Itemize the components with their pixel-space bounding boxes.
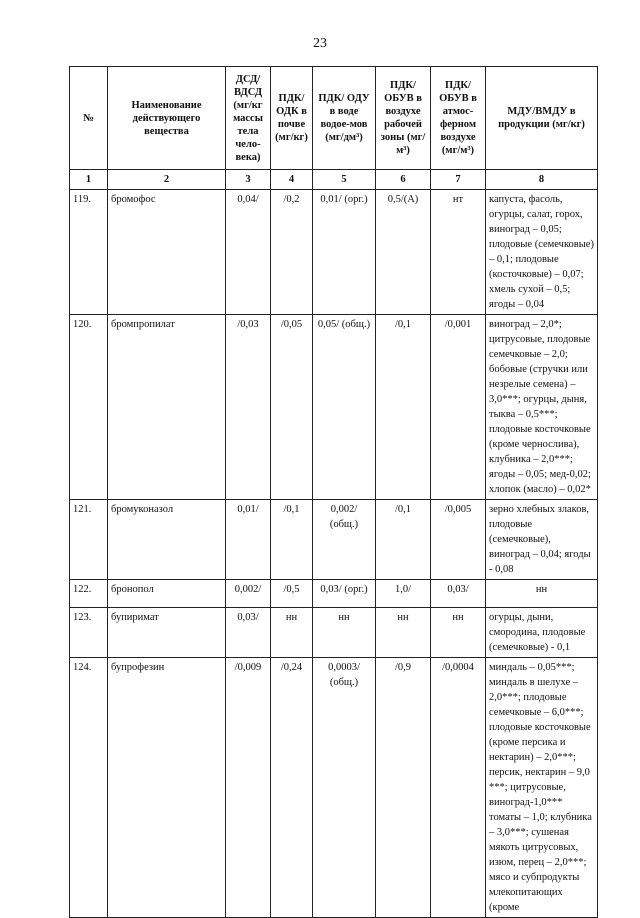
header-substance-name: Наименование действующего вещества (108, 67, 226, 170)
substance-name: бромофос (108, 190, 226, 315)
row-number: 124. (70, 658, 108, 918)
column-number: 7 (431, 170, 486, 190)
soil-limit-value: /0,5 (271, 580, 313, 608)
water-limit-value: 0,01/ (орг.) (313, 190, 376, 315)
dsd-value: /0,009 (226, 658, 271, 918)
soil-limit-value: /0,2 (271, 190, 313, 315)
atmospheric-air-value: /0,001 (431, 315, 486, 500)
soil-limit-value: /0,24 (271, 658, 313, 918)
page-number: 23 (313, 36, 327, 51)
product-residue-value: огурцы, дыни, смородина, плодовые (семечковые) - 0,1 (486, 608, 598, 658)
atmospheric-air-value: 0,03/ (431, 580, 486, 608)
workzone-air-value: /0,1 (376, 500, 431, 580)
pesticide-regulation-table (69, 66, 598, 918)
row-number: 121. (70, 500, 108, 580)
water-limit-value: 0,03/ (орг.) (313, 580, 376, 608)
substance-name: бупиримат (108, 608, 226, 658)
soil-limit-value: нн (271, 608, 313, 658)
header-row (70, 67, 598, 170)
workzone-air-value: нн (376, 608, 431, 658)
header-dsd: ДСД/ ВДСД (мг/кг массы тела чело-века) (226, 67, 271, 170)
atmospheric-air-value: /0,0004 (431, 658, 486, 918)
dsd-value: /0,03 (226, 315, 271, 500)
substance-name: бромпропилат (108, 315, 226, 500)
row-number: 122. (70, 580, 108, 608)
substance-name: бромуконазол (108, 500, 226, 580)
table-row (70, 315, 598, 500)
workzone-air-value: 0,5/(А) (376, 190, 431, 315)
column-number: 5 (313, 170, 376, 190)
substance-name: бупрофезин (108, 658, 226, 918)
product-residue-value: зерно хлебных злаков, плодовые (семечковые), виноград – 0,04; ягоды - 0,08 (486, 500, 598, 580)
substance-name: бронопол (108, 580, 226, 608)
header-water-limit: ПДК/ ОДУ в воде водое-мов (мг/дм³) (313, 67, 376, 170)
water-limit-value: 0,002/ (общ.) (313, 500, 376, 580)
header-soil-limit: ПДК/ ОДК в почве (мг/кг) (271, 67, 313, 170)
product-residue-value: капуста, фасоль, огурцы, салат, горох, виноград – 0,05; плодовые (семечковые) – 0,1; плодовые (косточковые) – 0,07; хмель сухой – 0,5; ягоды – 0,04 (486, 190, 598, 315)
atmospheric-air-value: нн (431, 608, 486, 658)
row-number: 119. (70, 190, 108, 315)
water-limit-value: 0,0003/ (общ.) (313, 658, 376, 918)
atmospheric-air-value: /0,005 (431, 500, 486, 580)
table-row (70, 190, 598, 315)
table-row (70, 580, 598, 608)
workzone-air-value: /0,1 (376, 315, 431, 500)
dsd-value: 0,03/ (226, 608, 271, 658)
column-number: 1 (70, 170, 108, 190)
column-number: 8 (486, 170, 598, 190)
workzone-air-value: /0,9 (376, 658, 431, 918)
soil-limit-value: /0,1 (271, 500, 313, 580)
column-number-row (70, 170, 598, 190)
table-row (70, 608, 598, 658)
atmospheric-air-value: нт (431, 190, 486, 315)
header-atmospheric-air-limit: ПДК/ ОБУВ в атмос-ферном воздухе (мг/м³) (431, 67, 486, 170)
column-number: 2 (108, 170, 226, 190)
column-number: 3 (226, 170, 271, 190)
workzone-air-value: 1,0/ (376, 580, 431, 608)
table-row (70, 500, 598, 580)
product-residue-value: виноград – 2,0*; цитрусовые, плодовые семечковые – 2,0; бобовые (стручки или незрелые семена) – 3,0***; огурцы, дыня, тыква – 0,5***; плодовые косточковые (кроме чернослива), клубника – 2,0***; ягоды – 0,05; мед-0,02; хлопок (масло) – 0,02* (486, 315, 598, 500)
column-number: 6 (376, 170, 431, 190)
header-workzone-air-limit: ПДК/ ОБУВ в воздухе рабочей зоны (мг/м³) (376, 67, 431, 170)
row-number: 120. (70, 315, 108, 500)
product-residue-value: миндаль – 0,05***; миндаль в шелухе – 2,0***; плодовые семечковые – 6,0***; плодовые косточковые (кроме персика и нектарин) – 2,0***; персик, нектарин – 9,0 ***; цитрусовые, виноград-1,0*** томаты – 1,0; клубника – 3,0***; сушеная мякоть цитрусовых, изюм, перец – 2,0***; мясо и субпродукты млекопитающих (кроме (486, 658, 598, 918)
dsd-value: 0,002/ (226, 580, 271, 608)
header-number: № (70, 67, 108, 170)
table-row (70, 658, 598, 918)
header-product-residue-limit: МДУ/ВМДУ в продукции (мг/кг) (486, 67, 598, 170)
water-limit-value: 0,05/ (общ.) (313, 315, 376, 500)
dsd-value: 0,01/ (226, 500, 271, 580)
dsd-value: 0,04/ (226, 190, 271, 315)
row-number: 123. (70, 608, 108, 658)
column-number: 4 (271, 170, 313, 190)
soil-limit-value: /0,05 (271, 315, 313, 500)
product-residue-value: нн (486, 580, 598, 608)
water-limit-value: нн (313, 608, 376, 658)
